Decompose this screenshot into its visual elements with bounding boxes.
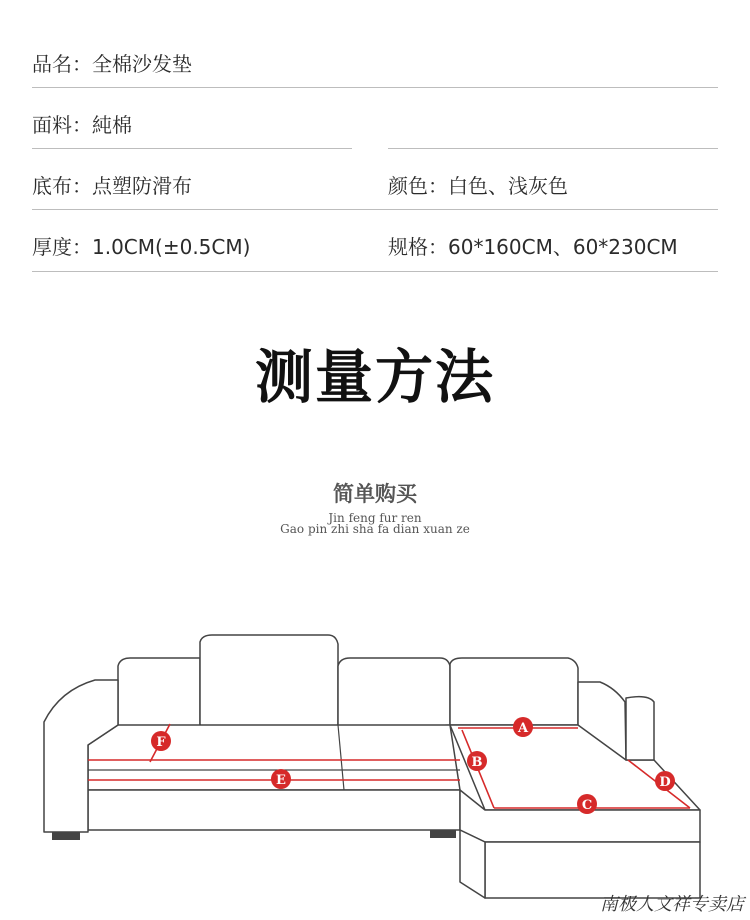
- divider: [32, 87, 718, 88]
- sub-title: 简单购买: [333, 481, 417, 506]
- leg-left: [52, 832, 80, 840]
- sofa-diagram: [0, 620, 750, 920]
- marker-c-label: C: [581, 798, 593, 813]
- spec-base-value: 点塑防滑布: [92, 174, 192, 198]
- marker-d: [655, 771, 675, 791]
- divider: [32, 271, 718, 272]
- spec-thickness-label: 厚度：: [32, 235, 92, 259]
- divider: [32, 209, 718, 210]
- marker-f-label: F: [156, 735, 166, 750]
- seat-front: [88, 790, 460, 830]
- spec-size-row: [388, 231, 678, 260]
- marker-a: [513, 717, 533, 737]
- chaise-seat: [450, 725, 700, 810]
- back-cushion-center: [200, 635, 338, 730]
- marker-c: [577, 794, 597, 814]
- leg-right: [430, 830, 456, 838]
- marker-a-label: A: [517, 721, 529, 736]
- spec-fabric-value: 純棉: [92, 113, 132, 137]
- marker-d-label: D: [659, 775, 671, 790]
- back-cushion-chaise: [450, 658, 578, 725]
- pinyin-line-1: Jin feng fur ren: [328, 511, 422, 525]
- spec-color-value: 白色、浅灰色: [448, 174, 568, 198]
- section-title: 测量方法: [254, 343, 495, 411]
- spec-size-label: 规格：: [388, 235, 448, 259]
- spec-thickness-row: [32, 231, 250, 260]
- marker-f: [151, 731, 171, 751]
- chaise-arm-end: [626, 697, 654, 760]
- divider: [32, 148, 352, 149]
- marker-b-label: B: [471, 755, 483, 770]
- spec-fabric-label: 面料：: [32, 113, 92, 137]
- spec-name-label: 品名：: [32, 52, 92, 76]
- spec-name-row: [32, 48, 192, 77]
- spec-color-row: [388, 170, 568, 199]
- spec-color-label: 颜色：: [388, 174, 448, 198]
- store-watermark: 南极人文祥专卖店: [600, 894, 744, 915]
- spec-base-label: 底布：: [32, 174, 92, 198]
- back-cushion-right: [338, 658, 450, 730]
- spec-fabric-row: [32, 109, 132, 138]
- spec-size-value: 60*160CM、60*230CM: [448, 235, 678, 259]
- divider: [388, 148, 718, 149]
- marker-b: [467, 751, 487, 771]
- spec-base-row: [32, 170, 192, 199]
- spec-name-value: 全棉沙发垫: [92, 52, 192, 76]
- pinyin-line-2: Gao pin zhi sha fa dian xuan ze: [280, 522, 470, 536]
- back-cushion-left: [118, 658, 200, 730]
- chaise-side: [460, 830, 485, 898]
- marker-e-label: E: [276, 773, 286, 788]
- marker-e: [271, 769, 291, 789]
- spec-thickness-value: 1.0CM(±0.5CM): [92, 235, 251, 259]
